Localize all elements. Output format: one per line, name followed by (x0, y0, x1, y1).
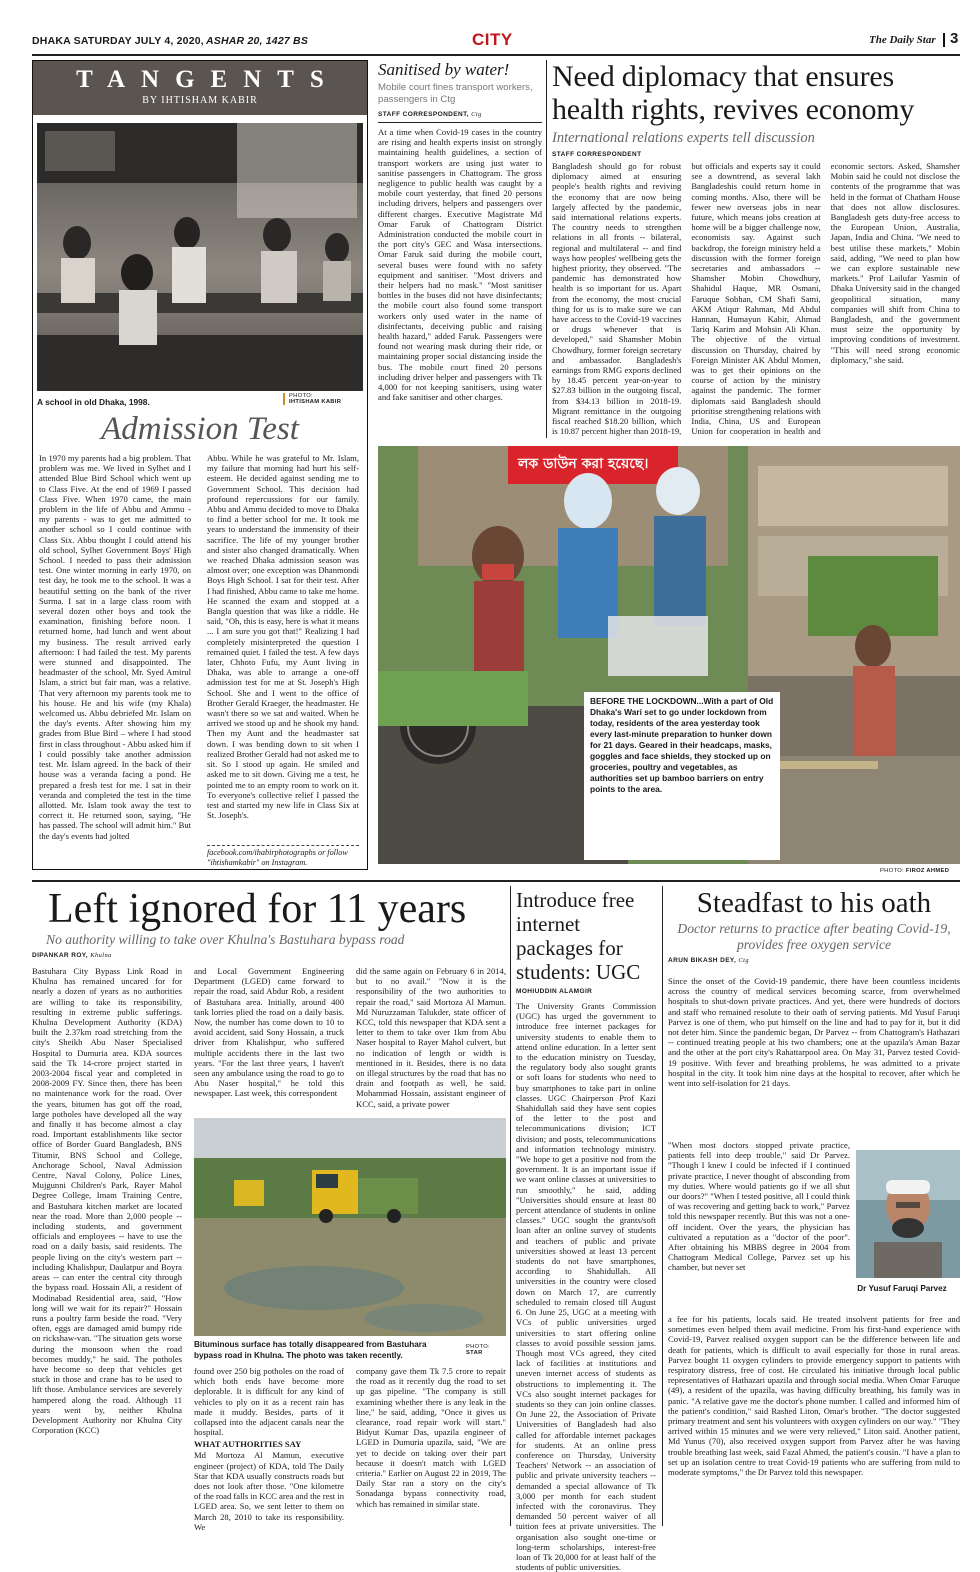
byline-place: Ctg (738, 957, 749, 964)
masthead-logo: The Daily Star (869, 34, 936, 46)
doctor-photo-caption: Dr Yusuf Faruqi Parvez (857, 1284, 947, 1293)
byline-place: Khulna (90, 952, 112, 959)
mid-rule (32, 880, 960, 882)
page-header (32, 30, 960, 52)
khulna-photo-caption: Bituminous surface has totally disappeared from Bastuhara bypass road in Khulna. The photo was taken recently. (194, 1340, 427, 1360)
sanitised-body: At a time when Covid-19 cases in the country are rising and health experts insist on strongly maintaining health guidelines, a section of transport workers are using just water to sanitise passengers in Chattogram. The gross negligence to public health was caught by a mobile court yesterday, that fined 20 persons including drivers, helpers and passengers over different charges. Executive Magistrate Md Omar Faruk of Chattogram District Administration conducted the mobile court in the port city's GEC and Wasa intersections. Omar Faruk said during the mobile court, several buses were found with no safety equipment and sanitiser. "Most drivers and their helpers had no mask." "Most sanitiser bottles in the buses did not have disinfectants; the mobile court also found some transport workers only used water in the name of disinfectants, deceiving public and raising health hazard," added Faruk. Passengers were found not wearing mask during their ride, or maintaining proper social distancing inside the bus. The mobile court fined 20 persons including driver helper and passengers with Tk 4,000 for not keeping sanitisers, using water and fake sanitiser and other charges. (378, 127, 542, 403)
tangents-footer: facebook.com/ihabirphotographs or follow "ihtishamkabir" on Instagram. (207, 845, 359, 868)
dateline: DHAKA SATURDAY JULY 4, 2020, (32, 35, 204, 47)
khulna-headline: Left ignored for 11 years (48, 886, 467, 932)
section-name: CITY (472, 30, 513, 49)
doctor-photo-illustration (856, 1150, 960, 1278)
school-photo-illustration (37, 123, 363, 391)
tangents-banner (33, 61, 367, 115)
credit-label: PHOTO: (289, 393, 313, 399)
page-number: 3 (950, 30, 959, 47)
header-rule (32, 54, 960, 56)
lockdown-caption-text: BEFORE THE LOCKDOWN...With a part of Old Dhaka's Wari set to go under lockdown from today, residents of the area yesterday took every last-minute preparation to hunker down for 21 days. Geared in their headcaps, masks, goggles and face shields, they stocked up on groceries, poultry and vegetables, as authorities set up bamboo barriers on entry points to the area. (590, 696, 774, 794)
doctor-headline: Steadfast to his oath (696, 887, 932, 919)
doctor-byline (668, 957, 960, 964)
credit-label: PHOTO: (466, 1344, 490, 1350)
khulna-col-3-lower: company gave them Tk 7.5 crore to repair the road as it recently dug the road to set up gas pipeline. "The company is still examining whether there is any leak in the line," he said, adding, "Once it gives us clearance, road repair work will start." Bidyut Kumar Das, upazila engineer of LGED in Dumuria upazila, said, "We are yet to decide on taking over their part because it doesn't match with LGED criteria." Earlier on August 22 in 2019, The Daily Star ran a story on the city's Sonadanga bypass connectivity road, which has remained in similar state. (356, 1366, 506, 1509)
lockdown-sign: লক ডাউন করা হয়েছে। (518, 456, 649, 472)
bengali-date: ASHAR 20, 1427 BS (206, 35, 309, 47)
diplomacy-headline: Need diplomacy that ensures health rights, revives economy (552, 60, 915, 126)
credit-name: STAR (466, 1350, 483, 1356)
column-divider (510, 886, 511, 1526)
khulna-col-2-lower (194, 1366, 344, 1532)
lockdown-caption (584, 692, 780, 860)
byline-place: Ctg (471, 111, 482, 118)
school-photo-caption: A school in old Dhaka, 1998. (37, 397, 150, 407)
doctor-article (668, 886, 960, 1526)
khulna-col-2b: found over 250 big potholes on the road of which both ends have become more deplorable. It is difficult for any kind of vehicles to ply on it as a recent rain has made it muddy. Besides, parts of it collapsed into the adjacent canals near the hospital. (194, 1366, 344, 1438)
byline-name: DIPANKAR ROY, (32, 952, 89, 959)
diplomacy-article (552, 60, 960, 440)
sanitised-subhead: Mobile court fines transport workers, passengers in Ctg (378, 82, 533, 105)
sanitised-rule (378, 122, 542, 123)
doctor-subhead: Doctor returns to practice after beating Covid-19, provides free oxygen service (677, 921, 951, 952)
tangents-title: TANGENTS (76, 66, 340, 93)
doctor-photo (856, 1150, 960, 1278)
tangents-box (32, 60, 368, 870)
khulna-col-3: did the same again on February 6 in 2014, but to no avail." "Now it is the responsibility of the two authorities to repair the road," said Mortoza Al Mamun. Md Nuruzzaman Talukder, state officer of KCC, told this newspaper that KDA sent a letter to them to take over 1km from Abu Naser hospital to Rayer Mahol culvert, but no indication of length or width is mentioned in it. Besides, there is no data on illegal structures by the road that has no drain and footpath as well, he said. Mohammad Hossain, assistant engineer of KCC, said, a private power (356, 966, 506, 1109)
school-photo (37, 123, 363, 391)
credit-name: IHTISHAM KABIR (289, 399, 342, 405)
tangents-author: BY IHTISHAM KABIR (142, 95, 258, 106)
ugc-body: The University Grants Commission (UGC) has urged the government to introduce free internet packages for university students to enable them to attend online education. In a letter sent to the education ministry on Tuesday, the regulatory body also sought grants or soft loans for students who need to buy smartphones to take part in online classes. UGC Chairperson Prof Kazi Shahidullah said they have sent copies of the letter to the post and telecommunications division; ICT division; and posts, telecommunications and information technology ministry. "We hope to get a positive nod from the government. It is an important issue if we want online classes at universities to run smoothly," he said, adding "Universities should ensure at least 80 percent attendance of students in online classes." UGC sought the grants/soft loan after an online survey of students and teachers of public and private universities showed at least 13 percent students do not have smartphones, according to Shahidullah. All universities in the country were closed down on March 17, are currently scheduled to remain closed till August 6. On June 25, UGC at a meeting with VCs of public universities urged universities to start offering online classes to avoid possible session jams. Though most VCs agreed, they cited lack of facilities at institutions and uneven internet access of students as obstructions to implementing it. The VCs also sought internet packages for students so they can join online classes. On June 22, the Association of Private Universities of Bangladesh had also called for affordable internet packages for students. At an online press conference on Thursday, University Teachers' Network -- an association of public and private university teachers -- demanded a special allowance of Tk 3,000 per month for each student infected with the coronavirus. They demanded 50 percent waiver of all tuition fees at private universities. The organisation also sought one-time or long-term scholarships, interest-free loan of Tk 20,000 for at least half of the students of public universities. (516, 1001, 656, 1572)
sanitised-article (378, 60, 542, 440)
tangents-headline: Admission Test (101, 411, 299, 447)
column-divider (546, 60, 547, 438)
ugc-byline: MOHIUDDIN ALAMGIR (516, 988, 593, 995)
credit-name: FIROZ AHMED (905, 868, 950, 874)
khulna-byline (32, 952, 506, 959)
doctor-body-side: "When most doctors stopped private practice, patients fell into deep trouble," said Dr Parvez. "Though I knew I could be infected if I continued private practice, I never thought of absconding from my duties. Where would patients go if we all shut our doors?" "When I tested positive, all I could think of was recovering and getting back to work," Parvez told this newspaper recently. But this was not a one-off incident. Over the years, the physician has cultivated a reputation as a "doctor of the poor". After obtaining his MBBS degree in 2004 from Chattogram Medical College, Parvez set up his chamber, but never set (668, 1140, 850, 1273)
diplomacy-body: Bangladesh should go for robust diplomacy aimed at ensuring people's health rights and reviving the economy that are now being largely affected by the pandemic, said international relations experts. The country needs to strengthen relations in all fronts -- bilateral, regional and multilateral -- and find ways how peoples' wellbeing gets the highest priority, they observed. "The pandemic has demonstrated how health is so important for us. Apart from the economy, the most crucial thing for us is to make sure we can have access to the Covid-19 vaccines or drugs whenever that is developed," said Shamsher Mobin Chowdhury, former foreign secretary and ambassador. Bangladesh's earnings from RMG exports declined by 18.45 percent year-on-year to $27.83 billion in the outgoing fiscal, from $34.13 billion in 2018-19. Migrant remittance in the outgoing fiscal reached $18.20 billion, which is 10.87 percent higher than 2018-19, but officials and experts say it could see a downtrend, as several lakh Bangladeshis could return home in coming months. Also, there will be fewer new overseas jobs in near future, which means jobs creation at home will be a bigger challenge now, economists say. Against such backdrop, the foreign ministry held a discussion with the former foreign secretaries and ambassadors -- Shamsher Mobin Chowdhury, Shahidul Haque, MR Osmani, Faruque Sobhan, CM Shafi Sami, AKM Atiqur Rahman, Md Abdul Hannan, Humayun Kabir, Ahmad Tariq Karim and Mohsin Ali Khan. The objective of the virtual discussion on Thursday, chaired by Foreign Minister AK Abdul Momen, was to get their opinions on the course of action by the ministry against the pandemic. The former diplomats said Bangladesh should prioritise strengthening relations with India, China, US and European Union for cooperation in health and economic sectors. Asked, Shamsher Mobin said he could not disclose the contents of the programme that was held in the format of Chatham House that does not allow disclosures. Bangladesh gets duty-free access to the European Union, Australia, Japan, India and China. "We need to best utilise these markets," Mobin said, adding, "We need to plan how we can explore sustainable new markets." Prof Lailufar Yasmin of Dhaka University said in the changed geopolitical situation, many companies will shift from China to Bangladesh, and the government must seize the opportunity by improving conditions of investment. "This will need strong economic diplomacy," she said. (552, 161, 960, 437)
khulna-road-photo (194, 1118, 506, 1336)
khulna-col-1: Bastuhara City Bypass Link Road in Khulna has remained uncared for for nearly a dozen of years as no authorities are willing to take its responsibility, resulting in extreme public sufferings. Khulna Development Authority (KDA) built the 2.37km road stretching from the city's Sheikh Abu Naser Specialised Hospital to Dumuria area. KDA sources said the Tk 14-crore project started in 2003-2004 fiscal year and completed in 2008-2009 FY. Since then, there has been no maintenance work for the road. Over the years, bitumen has got off the road, large potholes have developed all the way and finally it has become almost a clay road. Important establishments like sector office of Border Guard Bangladesh, BNS Titumir, BNS School and College, Anchorage School, Naval Admission Centre, Naval Colony, Police Lines, Mujgunni Children's Park, Rayer Mahol Degree College, Imam Training Centre, and Bastuhara kitchen market are located near the road. More than 2,000 people -- including students, and government officials and employees -- have to use the road on a daily basis, said residents. The people living on the city's western part -- including Khalishpur, Daulatpur and Boyra areas -- can enter the central city through the bypass road. Hossain Ali, a resident of Modinabad Residential area, said, "How long will we wait for its repair?" Hossain runs a poultry farm beside the road. "Very often, eggs are damaged amid bumpy ride on rickshaw-van. "The situation gets worse during the monsoon when the road becomes muddy," he said. The potholes have become so deep that vehicles get stuck in those and crane has to be used to lift those. Ambulance services are severely hampered along the road. Although 11 years went by, neither Khulna Development Authority nor Khulna City Corporation (KCC) (32, 966, 182, 1436)
tangents-col-1: In 1970 my parents had a big problem. That problem was me. We lived in Sylhet and I attended Blue Bird School which went up to Class Five. At the end of 1969 I passed Class Five. When 1970 came, the main problem in the life of Abbu and Ammu - my parents - was to get me admitted to another school so I could continue with Class Six. Abbu thought I could attend his old school, Sylhet Government Boys' High School. I needed to pass their admission test. One winter morning in early 1970, on test day, he took me to the school. It was a beautiful setting on the bank of the river Surma. I sat in a large class room with several dozen other boys and took the examination, finishing before noon. I returned home, had lunch and went about my business. The result arrived early afternoon: I had failed the test. My parents were stunned and disappointed. The headmaster of the school, Mr. Syed Amirul Islam, a strict but fair man, was a relative. That very afternoon my parents took me to his house. He and his wife (my Khala) welcomed us. Abbu debriefed Mr. Islam on the day's events. After showing him my grades from Blue Bird – where I had stood first in class throughout - Abbu asked him if I could possibly take another admission test. Mr. Islam agreed. In the back of their house was a veranda facing a pond. He prepared a fresh test for me. I sat in their veranda and completed the test in the time allotted. Mr. Islam took away the test to correct it. He returned soon, saying, "He has passed. The school will admit him." But the day's events had jolted (39, 453, 191, 841)
khulna-col-2c: Md Mortoza Al Mamun, executive engineer (project) of KDA, told The Daily Star that KDA usually constructs roads but does not look after those. "One kilometre of the road falls in KCC area and the rest in LGED area. So, we sent letter to them on March 28, 2010 to take its responsibility. We (194, 1450, 344, 1532)
road-photo-illustration (194, 1118, 506, 1336)
tangents-col-2: Abbu. While he was grateful to Mr. Islam, my failure that morning had hurt his self-esteem. He decided against sending me to Government School. This decision had profound repercussions for our family. Abbu and Ammu decided to move to Dhaka to find a better school for me. It took me years to understand the immensity of their sacrifice. The life of my younger brother and sister also changed dramatically. When we reached Dhaka admission season was almost over; one exception was Dhanmondi Boys High School. I sat for their test. After I had finished, Abbu came to take me home. He scanned the exam and stopped at a Bangla question that was like a riddle. He said, "Oh, this is easy, here is what it means ... I am sure you got that!" Realizing I had completely misinterpreted the question I remained quiet. I failed the test. A few days later, Chhoto Fufu, my Aunt living in Dhaka, was able to arrange a one-off admission test for me at St. Joseph's High School. She and I went to the office of Brother Gerald Kraeger, the headmaster. He wasn't there so we sat and waited. When he arrived we stood up and he shook my hand. Then my Aunt and the headmaster sat down. I was bending down to sit when I realized Brother Gerald had not asked me to sit. So I stood up again. He smiled and asked me to sit down. Giving me a test, he pointed me to an empty room to work on it. To everyone's collective relief I passed the test and started my new life in Class Six at St. Joseph's. (207, 453, 360, 821)
diplomacy-byline: STAFF CORRESPONDENT (552, 151, 642, 158)
page-separator (943, 33, 945, 47)
doctor-body-bottom: a fee for his patients, locals said. He treated insolvent patients for free and sometimes even helped them avail medicine. From his first-hand experience with Covid-19, Parvez realised oxygen support can be the difference between life and death for patients, which is difficult to avail especially for those in rural areas. Parvez bought 11 oxygen cylinders to provide emergency support to patients with respiratory distress, free of cost. He circulated his initiative through local public representatives of Hathazari upazila and through social media. When Omar Faruque (49), a resident of the upazila, was having difficulty breathing, his family was in panic. "A relative gave me the doctor's phone number. I called and informed him of the patient's condition," said Rashed Liton, Omar's brother. "The doctor suggested primary treatment and sent his volunteers with oxygen cylinders on our way." "They arrived within 15 minutes and we were very relieved," Liton said. Another patient, Md Yunus (70), also received oxygen support from Parvez after he was having trouble breathing last week, said Fazal Ahmed, the patient's cousin. "I have a plan to set up an isolation centre to treat Covid-19 patients who are suffering from mild to moderate symptoms," the Dr Parvez told this newspaper. (668, 1314, 960, 1478)
sanitised-byline (378, 111, 542, 118)
byline-name: ARUN BIKASH DEY, (668, 957, 737, 964)
khulna-subhead: No authority willing to take over Khulna's Bastuhara bypass road (46, 932, 405, 947)
school-photo-credit (283, 393, 341, 405)
sanitised-kicker: Sanitised by water! (378, 60, 510, 79)
khulna-subhead-authorities: WHAT AUTHORITIES SAY (194, 1439, 302, 1450)
credit-label: PHOTO: (880, 868, 904, 874)
column-divider (662, 886, 663, 1526)
diplomacy-subhead: International relations experts tell discussion (552, 130, 815, 146)
byline-name: STAFF CORRESPONDENT, (378, 111, 469, 118)
khulna-col-2: and Local Government Engineering Department (LGED) came forward to repair the road, said Abdur Rob, a resident of Bastuhara area. Initially, around 400 tank lorries plied the road on a daily basis. Now, the number has come down to 10 to avoid accident, said Sony Hossain, a truck driver from Khalishpur, who suffered multiple accidents there in the last two years. "For the last three years, I haven't seen any ambulance using the road to go to Abu Naser hospital," he told this newspaper. Last week, this correspondent (194, 966, 344, 1099)
ugc-headline: Introduce free internet packages for students: UGC (516, 888, 641, 984)
lockdown-photo-credit (880, 868, 949, 874)
doctor-body-top: Since the onset of the Covid-19 pandemic, there have been countless incidents across the country of medical services becoming scarce, from overwhelmed hospitals to shut-down private practices. And yet, there were hundreds of doctors and staff who remained resolute to their oath of serving patients. Md Yusuf Faruqi Parvez is one of them, who put himself on the line and had to pay for it, but it did not deter him. Since the pandemic began, Dr Parvez -- from Chattogram's Hathazari -- continued treating people at his two chambers; one at the upazila's Aman Bazar and the other at the port city's Rahattarpool area. On May 31, Parvez tested Covid-19 positive. With fever and breathing problems, he was admitted to a private hospital in the city. It took him nine days at the hospital to recover, after which he went into self-isolation for 21 days. (668, 976, 960, 1089)
khulna-article (32, 886, 506, 1532)
ugc-article (516, 888, 656, 1572)
khulna-photo-credit (466, 1344, 506, 1356)
